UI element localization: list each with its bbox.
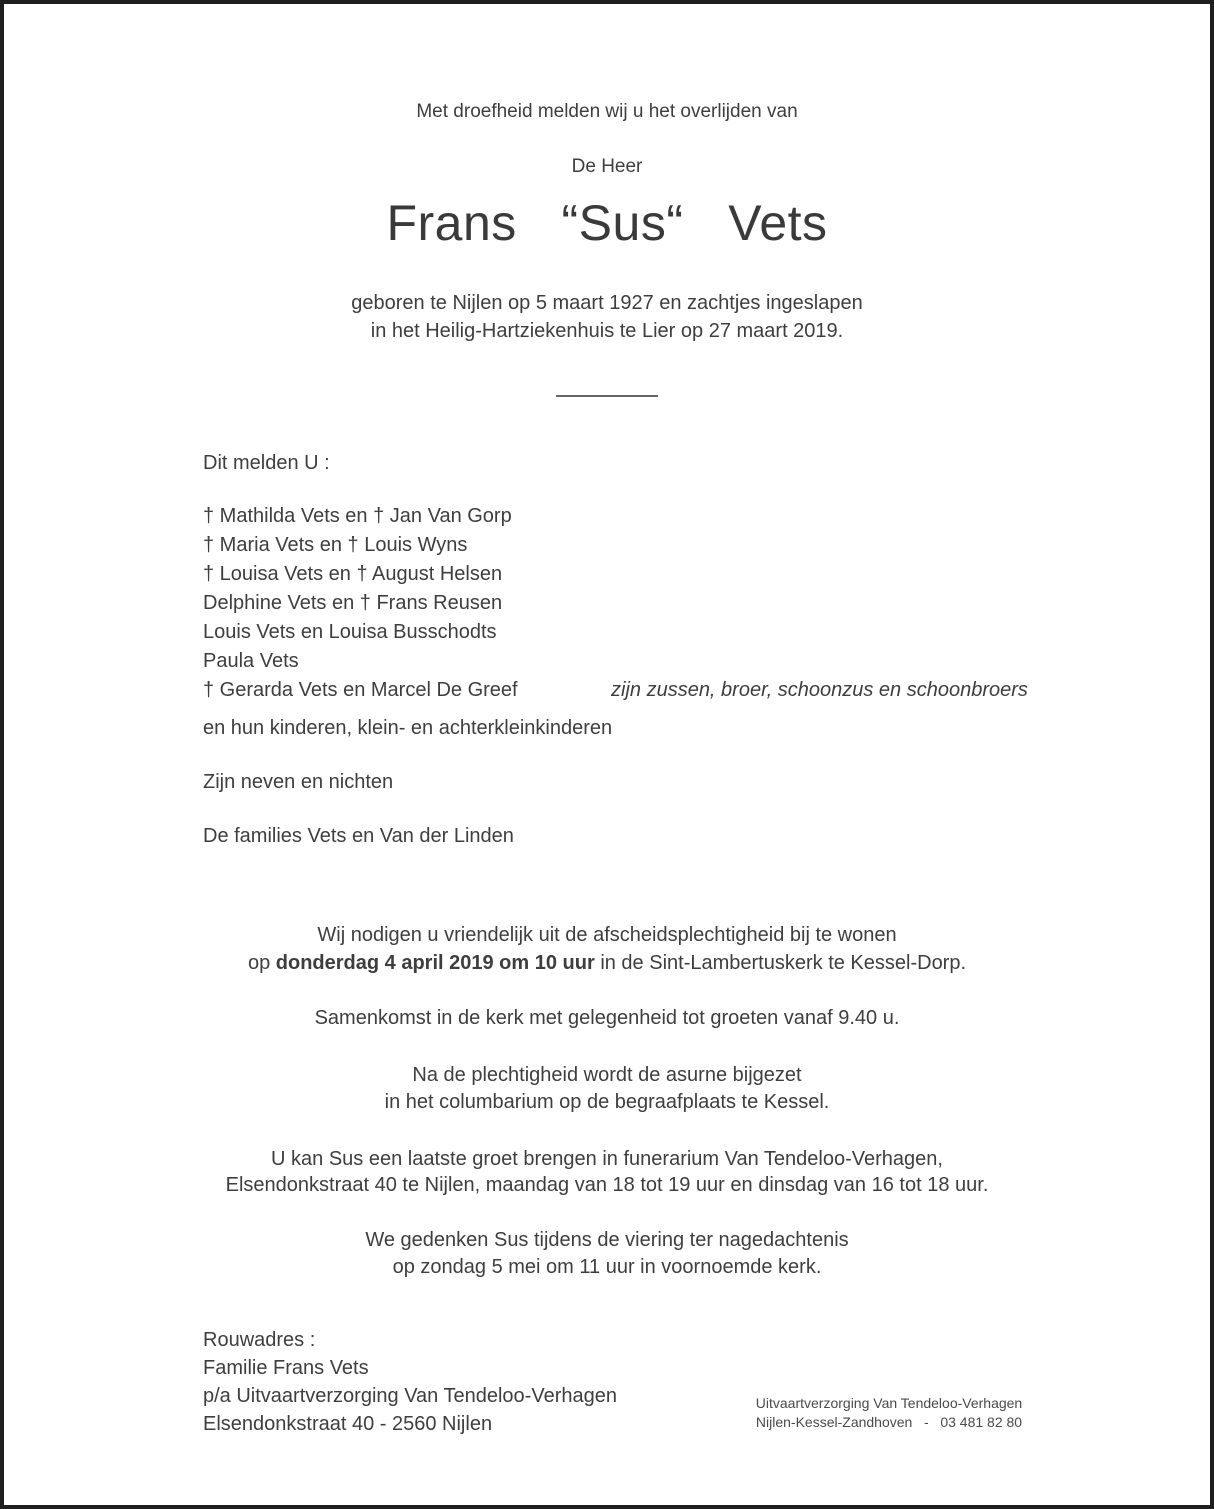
invitation-line-1: Wij nodigen u vriendelijk uit de afscheidsplechtigheid bij te wonen	[317, 924, 897, 946]
memorial-line-2: op zondag 5 mei om 11 uur in voornoemde kerk.	[392, 1256, 822, 1278]
family-member-name: Delphine Vets en † Frans Reusen	[203, 592, 503, 614]
deceased-name: Frans “Sus“ Vets	[386, 195, 828, 251]
interment-line-1: Na de plechtigheid wordt de asurne bijgezet	[412, 1064, 802, 1086]
intro-line: Met droefheid melden wij u het overlijden van	[416, 101, 798, 122]
family-member-name: † Maria Vets en † Louis Wyns	[203, 534, 468, 556]
invitation-line-2	[4, 952, 1210, 975]
visitation-line-2: Elsendonkstraat 40 te Nijlen, maandag van 18 tot 19 uur en dinsdag van 16 tot 18 uur.	[225, 1174, 989, 1196]
mourning-address-line: Elsendonkstraat 40 - 2560 Nijlen	[203, 1413, 493, 1435]
mourning-address-block	[203, 1326, 617, 1438]
invitation-prefix: op	[247, 952, 271, 974]
family-section-heading: Dit melden U :	[203, 452, 330, 474]
family-member-row	[203, 618, 1150, 647]
family-member-row	[203, 589, 1150, 618]
family-member-row	[203, 502, 1150, 531]
gathering-line: Samenkomst in de kerk met gelegenheid tot groeten vanaf 9.40 u.	[314, 1007, 900, 1029]
family-list	[203, 502, 1150, 705]
funeral-home-block	[644, 1394, 1134, 1431]
birth-death-line-1: geboren te Nijlen op 5 maart 1927 en zachtjes ingeslapen	[351, 292, 863, 314]
birth-death-line-2: in het Heilig-Hartziekenhuis te Lier op 27 maart 2019.	[370, 320, 844, 342]
interment-line-2: in het columbarium op de begraafplaats te Kessel.	[384, 1091, 830, 1113]
divider-line	[556, 395, 658, 397]
family-member-row	[203, 647, 1150, 676]
funeral-home-name: Uitvaartverzorging Van Tendeloo-Verhagen	[755, 1395, 1023, 1411]
nephews-nieces-line: Zijn neven en nichten	[203, 771, 394, 793]
mourning-address-line: p/a Uitvaartverzorging Van Tendeloo-Verhagen	[203, 1385, 617, 1407]
family-member-row	[203, 560, 1150, 589]
family-member-name: † Mathilda Vets en † Jan Van Gorp	[203, 505, 512, 527]
family-member-row	[203, 676, 1150, 705]
invitation-suffix: in de Sint-Lambertuskerk te Kessel-Dorp.	[600, 952, 967, 974]
family-member-name: Paula Vets	[203, 650, 299, 672]
relation-note: zijn zussen, broer, schoonzus en schoonbroers	[611, 679, 1028, 701]
family-member-name: Louis Vets en Louisa Busschodts	[203, 621, 497, 643]
mourning-address-heading: Rouwadres :	[203, 1329, 316, 1351]
descendants-line: en hun kinderen, klein- en achterkleinkinderen	[203, 717, 613, 739]
salutation-line: De Heer	[571, 156, 643, 177]
family-member-name: † Gerarda Vets en Marcel De Greef	[203, 679, 518, 701]
families-line: De families Vets en Van der Linden	[203, 825, 514, 847]
funeral-home-locations-phone: Nijlen-Kessel-Zandhoven - 03 481 82 80	[755, 1413, 1023, 1430]
family-member-row	[203, 531, 1150, 560]
visitation-line-1: U kan Sus een laatste groet brengen in funerarium Van Tendeloo-Verhagen,	[271, 1148, 943, 1170]
memorial-line-1: We gedenken Sus tijdens de viering ter nagedachtenis	[365, 1229, 849, 1251]
mourning-address-line: Familie Frans Vets	[203, 1357, 369, 1379]
family-member-name: † Louisa Vets en † August Helsen	[203, 563, 503, 585]
ceremony-date-time: donderdag 4 april 2019 om 10 uur	[275, 952, 595, 974]
